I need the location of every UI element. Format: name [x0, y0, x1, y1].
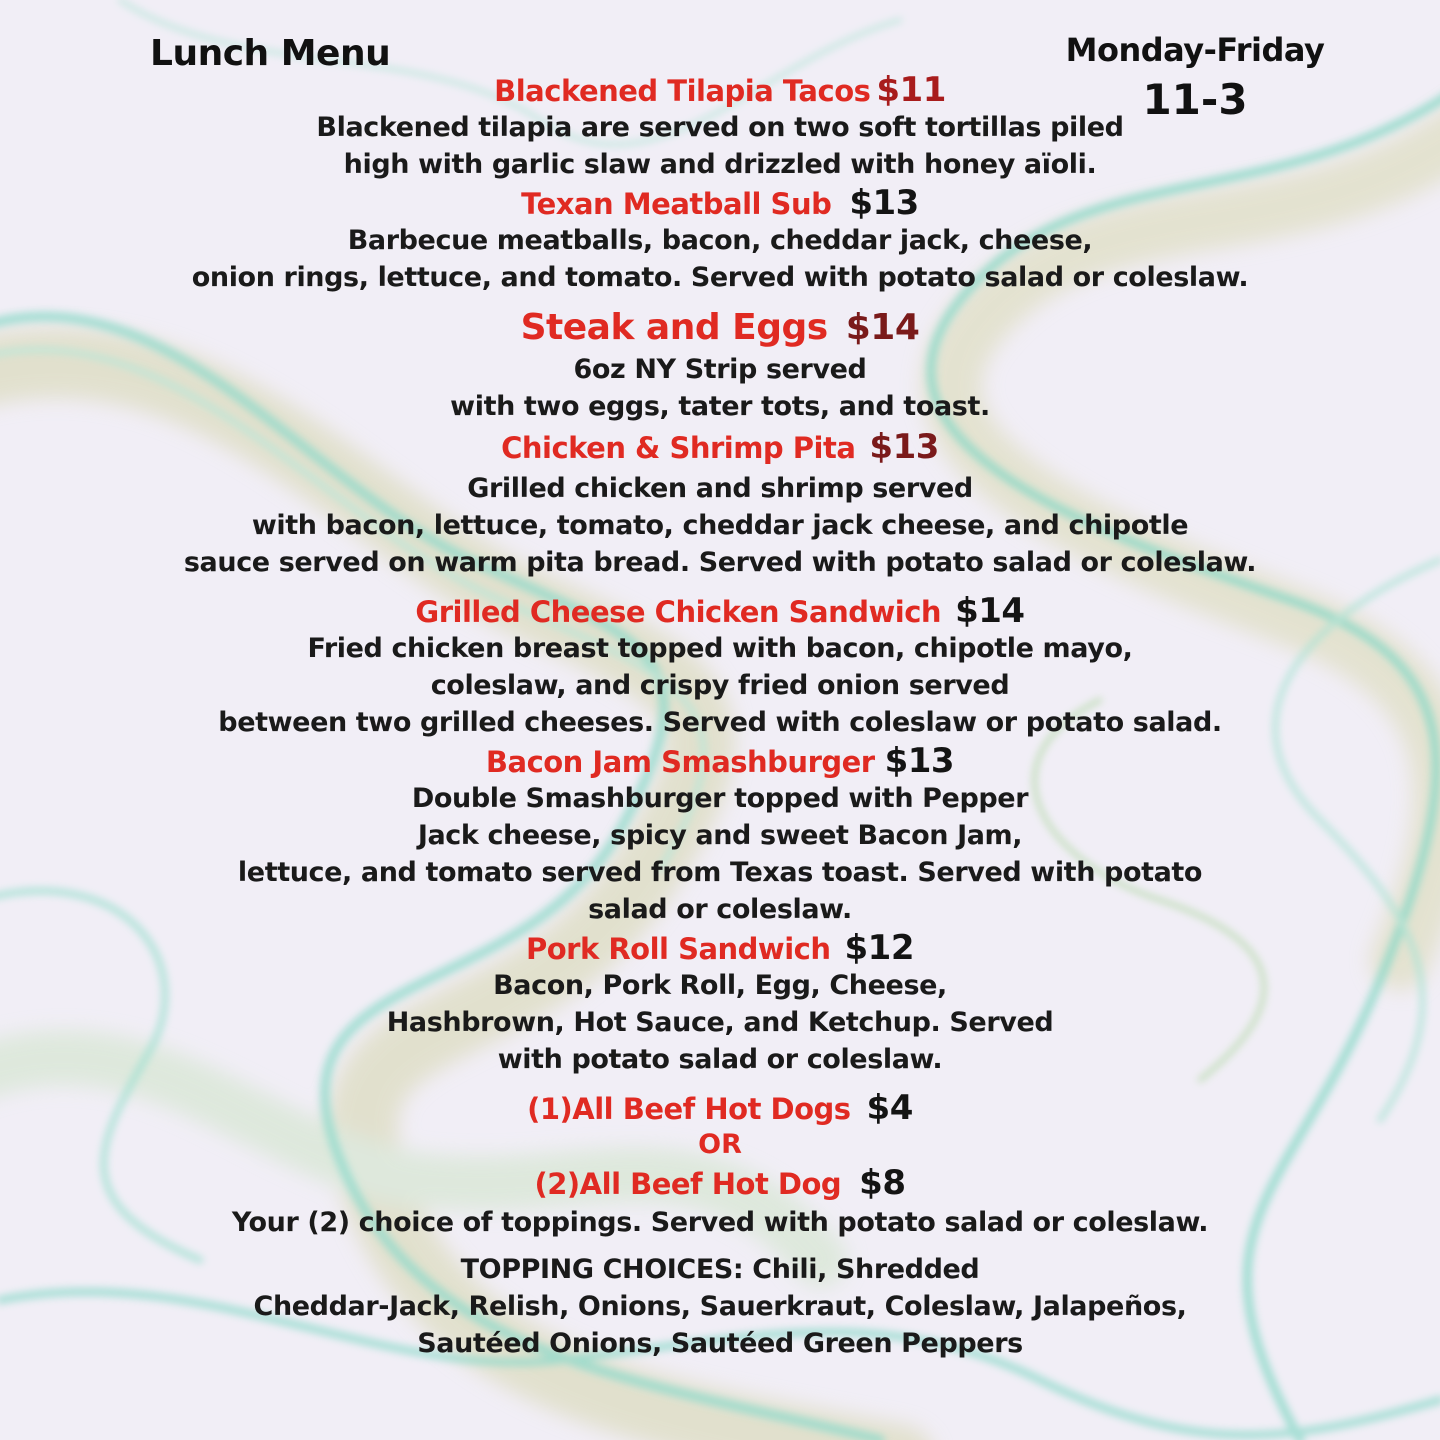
item-description — [180, 780, 1260, 928]
menu-item-hot-dogs — [180, 1090, 1260, 1241]
item-price: $11 — [876, 70, 946, 110]
item-description-line: coleslaw, and crispy fried onion served — [430, 670, 1010, 701]
item-header — [180, 593, 1260, 630]
item-description — [180, 470, 1260, 581]
hotdog-option-2 — [180, 1165, 1260, 1202]
item-description-line: high with garlic slaw and drizzled with honey aïoli. — [343, 149, 1097, 180]
item-description-line: Hashbrown, Hot Sauce, and Ketchup. Served — [386, 1007, 1054, 1038]
item-description-line: 6oz NY Strip served — [573, 354, 867, 385]
item-name: Grilled Cheese Chicken Sandwich — [415, 595, 942, 629]
item-price: $12 — [844, 928, 914, 968]
service-days: Monday-Friday — [1065, 31, 1325, 69]
topping-choices — [180, 1251, 1260, 1362]
item-description-line: with bacon, lettuce, tomato, cheddar jack cheese, and chipotle — [251, 510, 1189, 541]
item-description-line: Grilled chicken and shrimp served — [467, 473, 973, 504]
item-header — [180, 930, 1260, 967]
hotdog-option-1-price: $4 — [866, 1088, 913, 1128]
item-description — [180, 1204, 1260, 1241]
item-description-line: with potato salad or coleslaw. — [497, 1044, 943, 1075]
item-name: Chicken & Shrimp Pita — [501, 431, 856, 465]
item-price: $13 — [849, 183, 919, 223]
item-description — [180, 630, 1260, 741]
item-price: $13 — [884, 741, 955, 781]
item-description-line: Double Smashburger topped with Pepper — [411, 783, 1029, 814]
item-description-line: Bacon, Pork Roll, Egg, Cheese, — [493, 970, 947, 1001]
hotdog-option-2-name: (2)All Beef Hot Dog — [534, 1167, 842, 1201]
menu-title: Lunch Menu — [150, 33, 391, 74]
topping-line: Cheddar-Jack, Relish, Onions, Sauerkraut, Coleslaw, Jalapeños, — [253, 1291, 1187, 1322]
menu-item-pork-roll-sandwich — [180, 930, 1260, 1078]
item-description-line: Your (2) choice of toppings. Served with potato salad or coleslaw. — [231, 1207, 1209, 1238]
hotdog-or-separator: OR — [698, 1129, 742, 1160]
item-description-line: sauce served on warm pita bread. Served with potato salad or coleslaw. — [183, 547, 1257, 578]
menu-item-bacon-jam-smashburger — [180, 743, 1260, 928]
menu-item-meatball-sub — [180, 185, 1260, 296]
menu-item-grilled-cheese-chicken — [180, 593, 1260, 741]
item-description — [180, 109, 1260, 183]
topping-line: TOPPING CHOICES: Chili, Shredded — [460, 1254, 980, 1285]
item-name: Bacon Jam Smashburger — [485, 745, 875, 779]
topping-line: Sautéed Onions, Sautéed Green Peppers — [417, 1328, 1023, 1359]
item-description-line: lettuce, and tomato served from Texas toast. Served with potato — [237, 857, 1203, 888]
menu-list — [180, 70, 1260, 1362]
item-description — [180, 967, 1260, 1078]
item-price: $14 — [845, 307, 920, 348]
item-description-line: Jack cheese, spicy and sweet Bacon Jam, — [417, 820, 1023, 851]
item-header — [180, 185, 1260, 222]
item-description-line: between two grilled cheeses. Served with coleslaw or potato salad. — [218, 707, 1222, 738]
item-description — [180, 222, 1260, 296]
hotdog-option-1 — [180, 1090, 1260, 1127]
item-price: $14 — [955, 591, 1025, 631]
item-price: $13 — [869, 427, 939, 467]
item-header — [180, 72, 1260, 109]
hotdog-option-1-name: (1)All Beef Hot Dogs — [527, 1092, 851, 1126]
hotdog-option-2-price: $8 — [859, 1163, 906, 1203]
item-name: Texan Meatball Sub — [521, 187, 832, 221]
item-header — [180, 743, 1260, 780]
item-name: Blackened Tilapia Tacos — [494, 74, 871, 108]
item-name: Steak and Eggs — [520, 307, 828, 348]
menu-item-chicken-shrimp-pita — [180, 425, 1260, 581]
menu-item-steak-eggs — [180, 306, 1260, 425]
menu-item-tilapia-tacos — [180, 72, 1260, 183]
item-header — [180, 425, 1260, 470]
item-name: Pork Roll Sandwich — [525, 932, 831, 966]
item-description-line: Fried chicken breast topped with bacon, chipotle mayo, — [307, 633, 1133, 664]
item-description-line: salad or coleslaw. — [588, 894, 852, 925]
item-description-line: onion rings, lettuce, and tomato. Served with potato salad or coleslaw. — [191, 262, 1249, 293]
item-description-line: Barbecue meatballs, bacon, cheddar jack, cheese, — [347, 225, 1093, 256]
service-time: 11-3 — [1142, 75, 1248, 124]
item-description — [180, 351, 1260, 425]
item-description-line: Blackened tilapia are served on two soft tortillas piled — [316, 112, 1124, 143]
item-header — [180, 306, 1260, 351]
item-description-line: with two eggs, tater tots, and toast. — [450, 391, 990, 422]
